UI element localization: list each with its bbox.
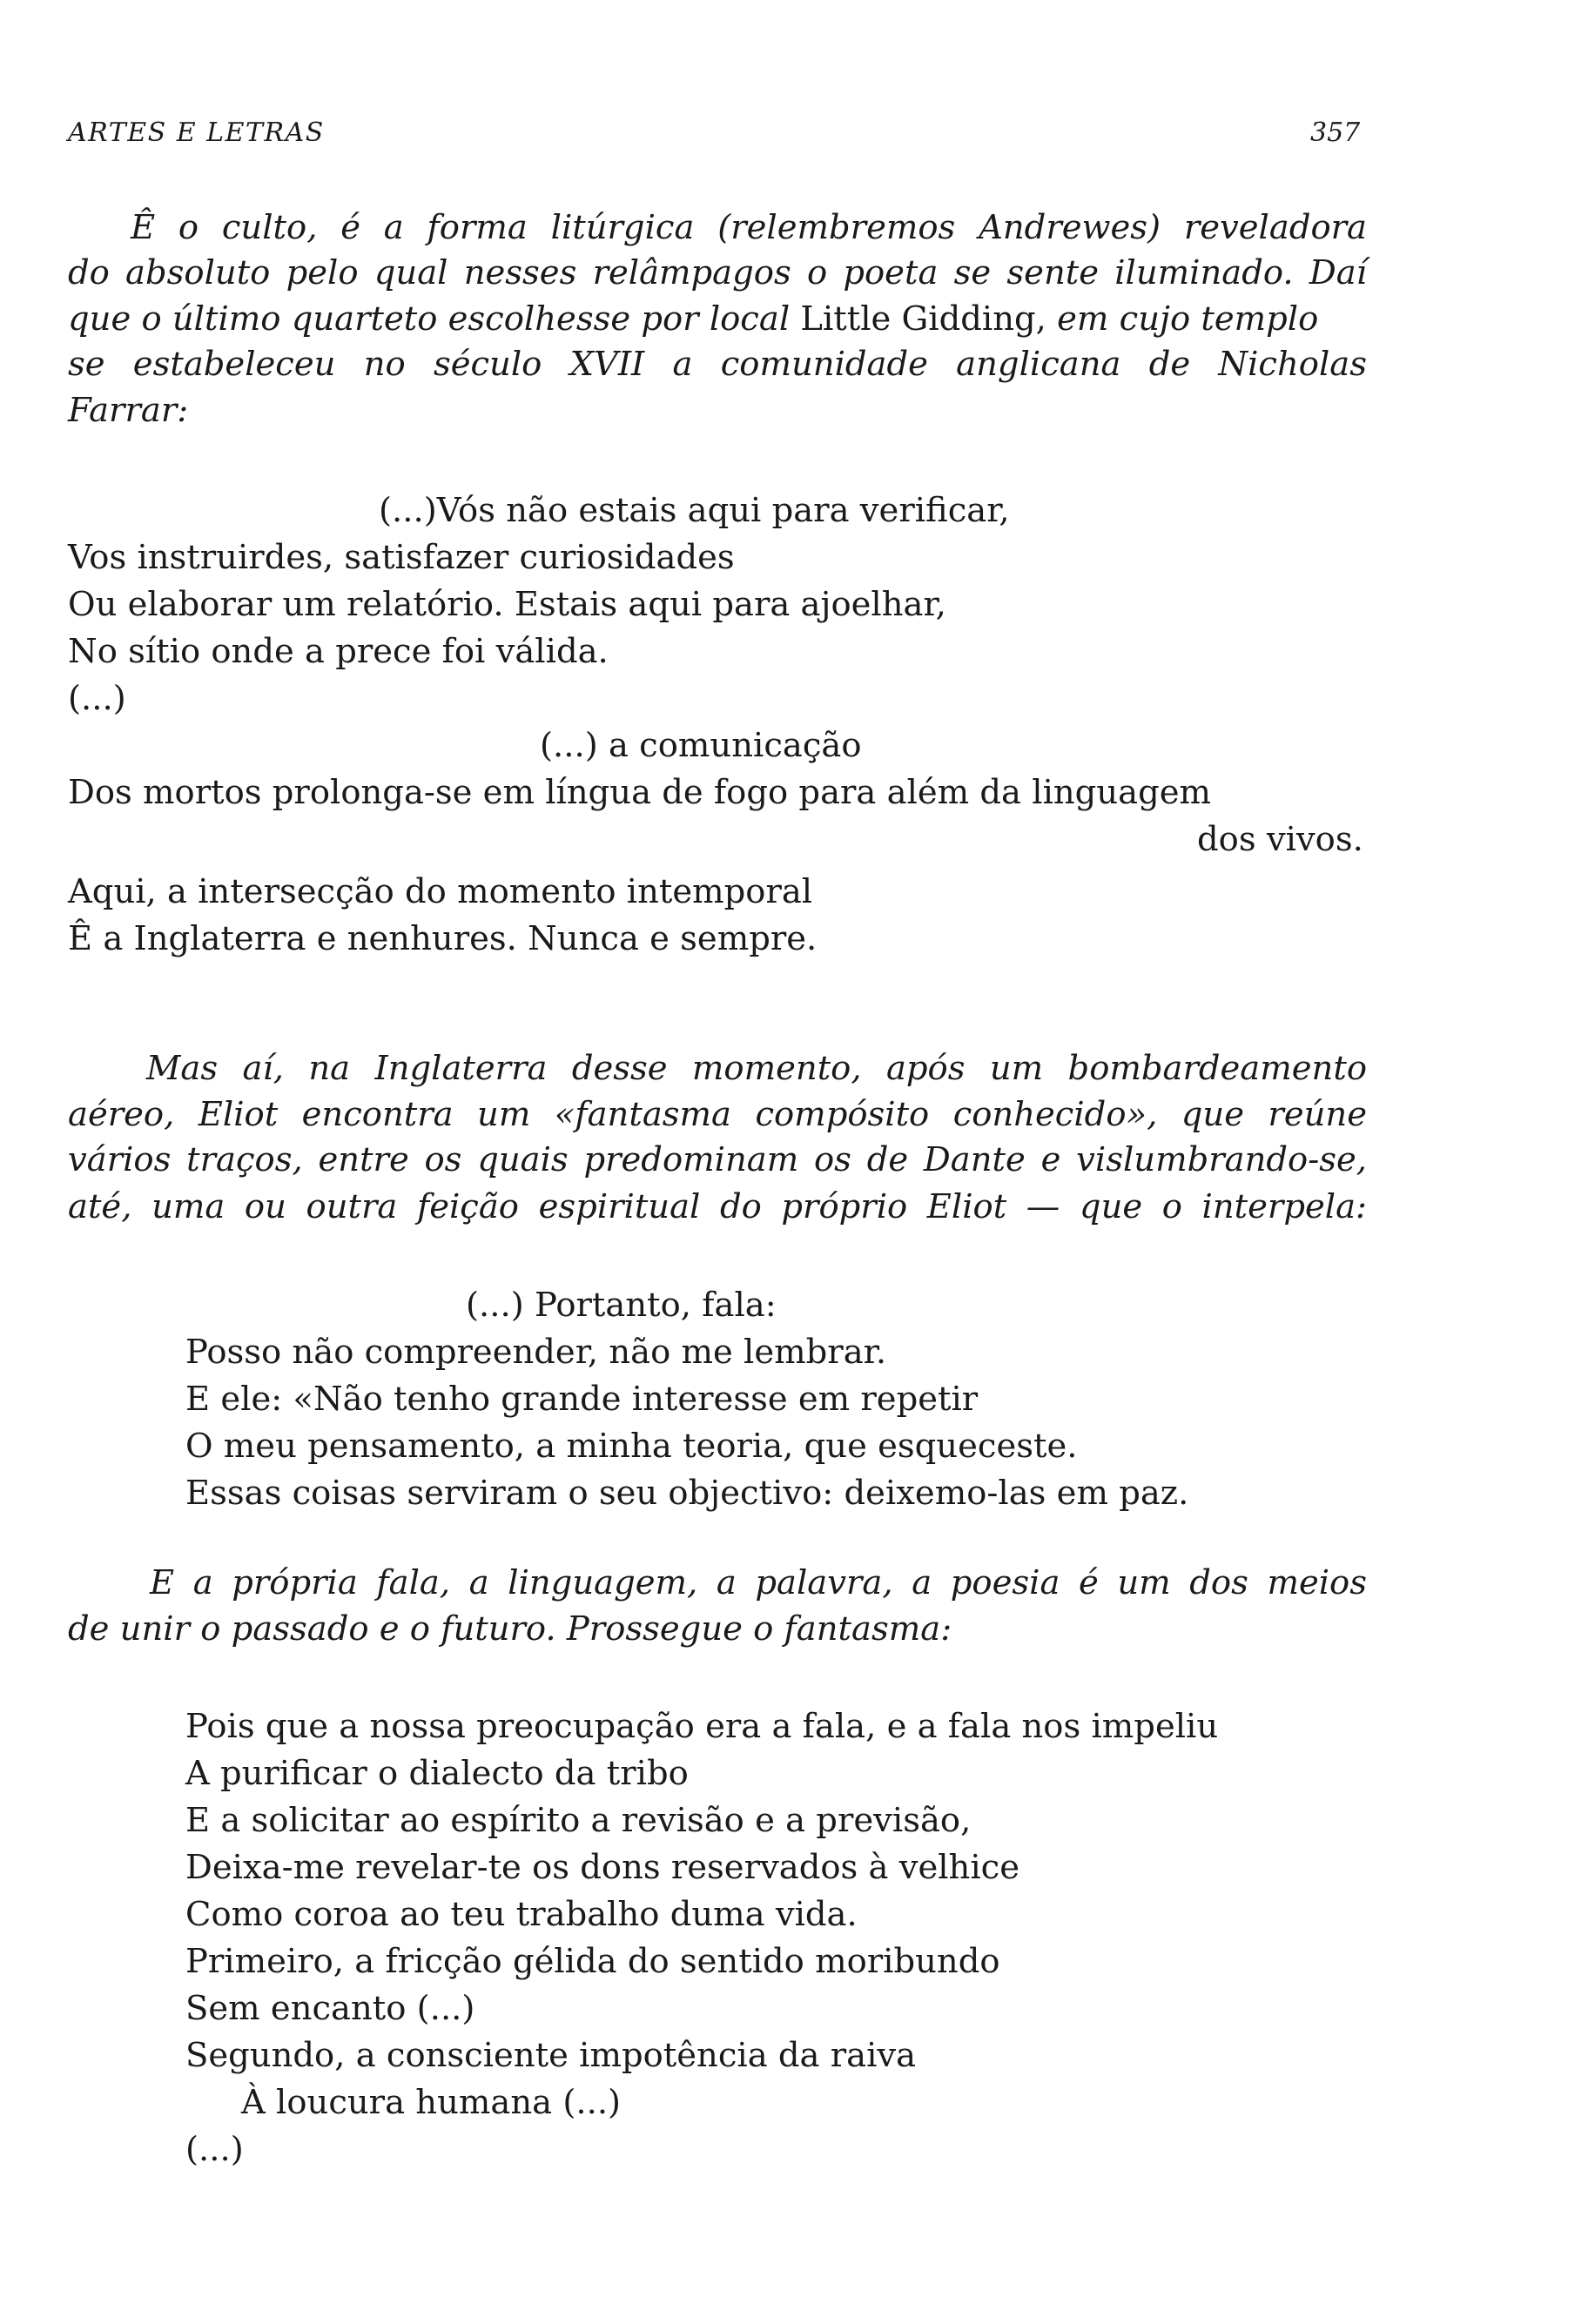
quote3-line: À loucura humana (...) [241, 2083, 622, 2122]
quote1-line: Ou elaborar um relatório. Estais aqui para ajoelhar, [68, 585, 946, 624]
quote2-line: Posso não compreender, não me lembrar. [185, 1333, 887, 1372]
quote2-line: Essas coisas serviram o seu objectivo: deixemo-las em paz. [185, 1474, 1189, 1513]
paragraph1-line-part: que o último quarteto escolhesse por local [68, 299, 791, 339]
running-header-title: ARTES E LETRAS [68, 118, 325, 148]
quote1-line: dos vivos. [1197, 820, 1363, 859]
quote3-line: Sem encanto (...) [185, 1989, 475, 2028]
quote1-line: Dos mortos prolonga-se em língua de fogo para além da linguagem [68, 773, 1212, 812]
paragraph3-line: E a própria fala, a linguagem, a palavra, a poesia é um dos meios [150, 1563, 1367, 1602]
quote1-line: Aqui, a intersecção do momento intemporal [68, 872, 813, 911]
quote1-line: Vos instruirdes, satisfazer curiosidades [68, 538, 735, 577]
quote3-line: A purificar o dialecto da tribo [185, 1754, 689, 1793]
quote3-line: Segundo, a consciente impotência da raiva [185, 2036, 917, 2075]
quote1-line: (...) [68, 679, 126, 718]
quote1-line: (...) a comunicação [540, 726, 862, 765]
paragraph1-line: do absoluto pelo qual nesses relâmpagos o poeta se sente iluminado. Daí [68, 253, 1367, 292]
quote1-line: No sítio onde a prece foi válida. [68, 632, 609, 671]
quote2-line: E ele: «Não tenho grande interesse em repetir [185, 1380, 979, 1419]
quote3-line: E a solicitar ao espírito a revisão e a previsão, [185, 1801, 972, 1840]
quote3-line: Primeiro, a fricção gélida do sentido moribundo [185, 1942, 1000, 1981]
quote1-line: Ê a Inglaterra e nenhures. Nunca e sempre. [68, 919, 818, 958]
quote2-line: O meu pensamento, a minha teoria, que esqueceste. [185, 1427, 1078, 1466]
quote2-line: (...) Portanto, fala: [466, 1286, 777, 1325]
quote3-line: Deixa-me revelar-te os dons reservados à velhice [185, 1848, 1020, 1887]
paragraph1-line [68, 299, 1367, 339]
paragraph2-line: aéreo, Eliot encontra um «fantasma compósito conhecido», que reúne [68, 1095, 1367, 1134]
paragraph1-line: Farrar: [68, 391, 189, 430]
page-number: 357 [1310, 118, 1361, 148]
quote3-line: (...) [185, 2130, 244, 2169]
paragraph2-line: até, uma ou outra feição espiritual do próprio Eliot — que o interpela: [68, 1187, 1367, 1226]
paragraph2-line: Mas aí, na Inglaterra desse momento, após um bombardeamento [146, 1049, 1367, 1088]
quote1-line: (...)Vós não estais aqui para verificar, [379, 491, 1010, 530]
quote3-line: Pois que a nossa preocupação era a fala, e a fala nos impeliu [185, 1707, 1219, 1746]
paragraph1-line-part: em cujo templo [1046, 299, 1319, 339]
paragraph1-line: Ê o culto, é a forma litúrgica (relembremos Andrewes) reveladora [131, 208, 1367, 247]
title-little-gidding: Little Gidding, [790, 299, 1046, 339]
paragraph1-line: se estabeleceu no século XVII a comunidade anglicana de Nicholas [68, 345, 1367, 384]
paragraph3-line: de unir o passado e o futuro. Prossegue o fantasma: [68, 1609, 952, 1649]
paragraph2-line: vários traços, entre os quais predominam os de Dante e vislumbrando-se, [68, 1140, 1367, 1179]
quote3-line: Como coroa ao teu trabalho duma vida. [185, 1895, 858, 1934]
